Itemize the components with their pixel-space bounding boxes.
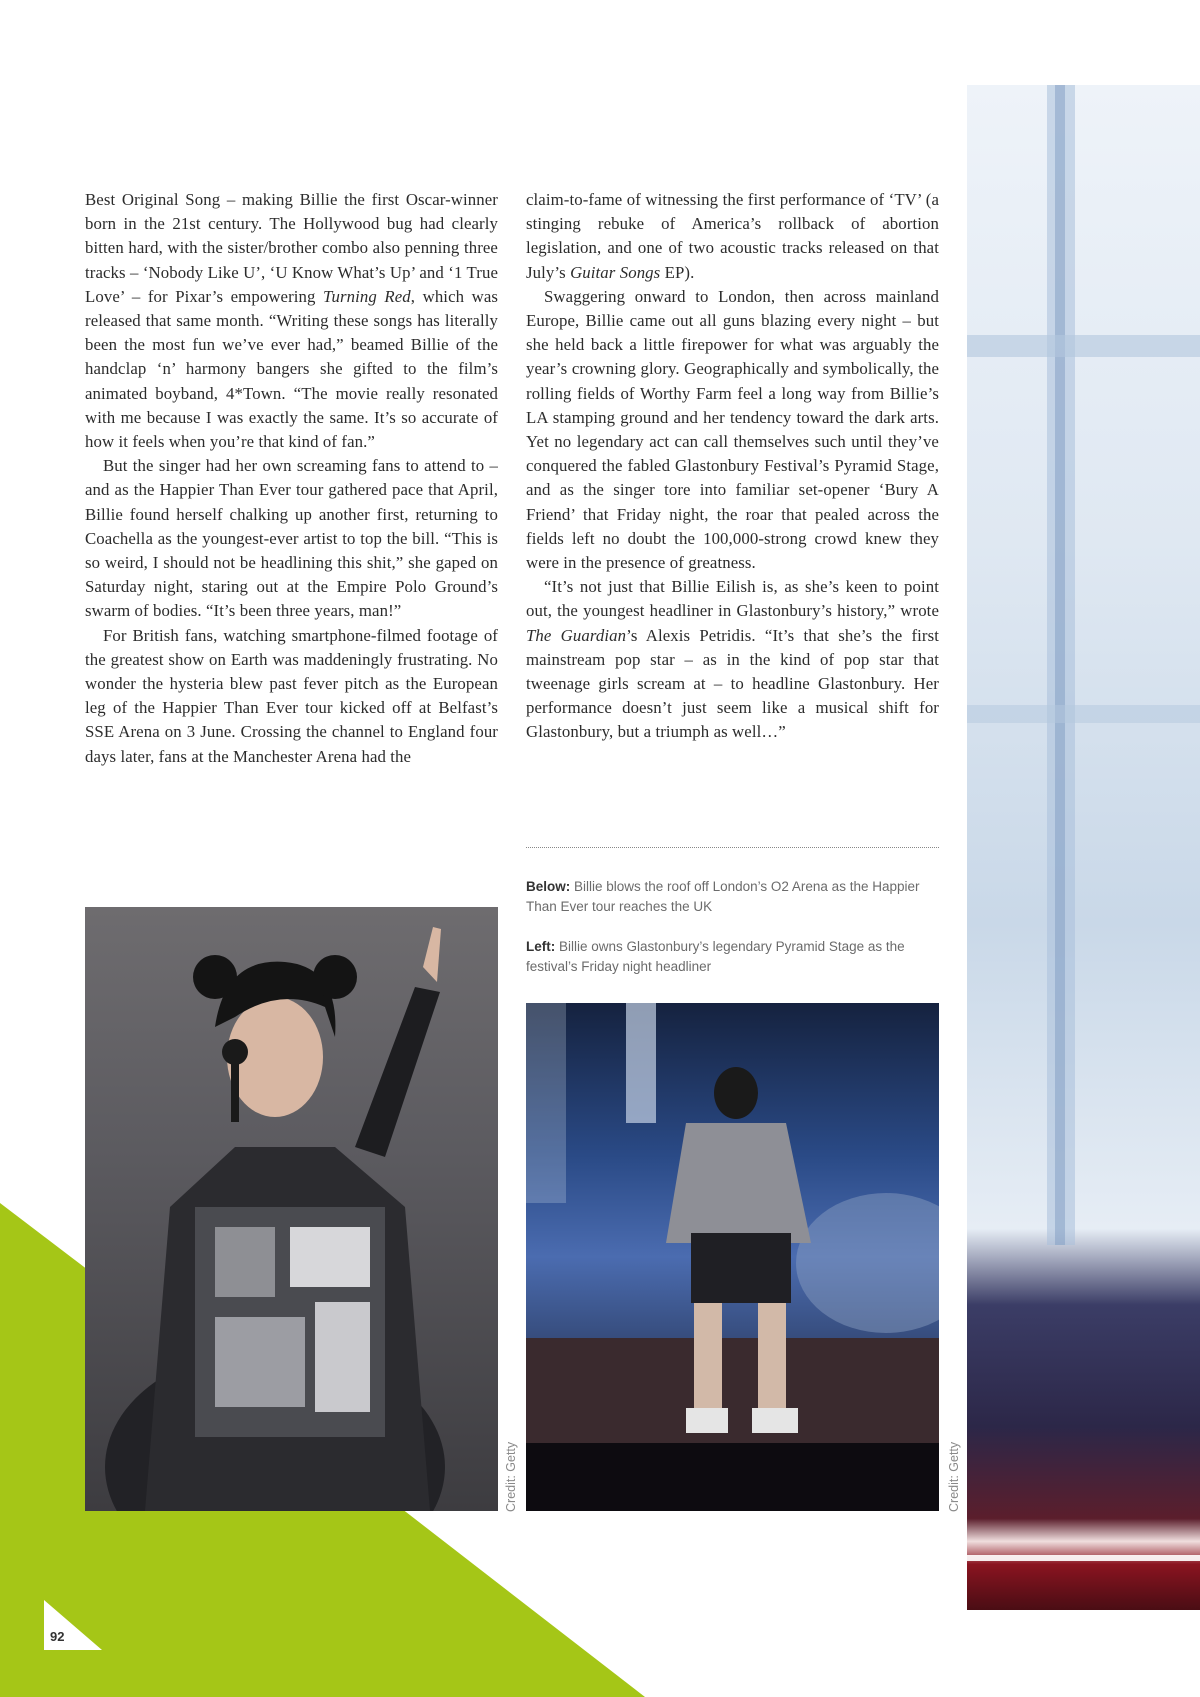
caption-below-text: Billie blows the roof off London’s O2 Arena as the Happier Than Ever tour reaches the UK (526, 879, 920, 914)
caption-left (526, 937, 939, 977)
caption-left-text: Billie owns Glastonbury’s legendary Pyramid Stage as the festival’s Friday night headliner (526, 939, 905, 974)
caption-left-label: Left: (526, 939, 556, 954)
article-paragraph (85, 454, 498, 623)
paragraph-text: For British fans, watching smartphone-filmed footage of the greatest show on Earth was maddeningly frustrating. No wonder the hysteria blew past fever pitch as the European leg of the Happier Than Ever tour kicked off at Belfast’s SSE Arena on 3 June. Crossing the channel to England four days later, fans at the Manchester Arena had the (85, 625, 498, 766)
article-paragraph (526, 188, 939, 285)
o2-arena-photo (526, 1003, 939, 1511)
article-paragraph (85, 624, 498, 769)
article-column-right (526, 188, 939, 745)
paragraph-text: ’s Alexis Petridis. “It’s that she’s the first mainstream pop star – as in the kind of pop star that tweenage girls scream at – to headline Glastonbury. Her performance doesn’t just seem like a musical shift for Glastonbury, but a triumph as well…” (526, 625, 939, 742)
photo-credit-left: Credit: Getty (504, 1441, 518, 1512)
italic-title: Guitar Songs (570, 262, 661, 282)
paragraph-text: Swaggering onward to London, then across mainland Europe, Billie came out all guns blazing every night – but she held back a little firepower for what was arguably the year’s crowning glory. Geographically and symbolically, the rolling fields of Worthy Farm feel a long way from Billie’s LA stamping ground and her tendency toward the dark arts. Yet no legendary act can call themselves such until they’ve conquered the fabled Glastonbury Festival’s Pyramid Stage, and as the singer tore into familiar set-opener ‘Bury A Friend’ that Friday night, the roar that pealed across the fields left no doubt the 100,000-strong crowd knew they were in the presence of greatness. (526, 286, 939, 573)
paragraph-text: “It’s not just that Billie Eilish is, as she’s keen to point out, the youngest headliner in Glastonbury’s history,” wrote (526, 577, 939, 621)
italic-title: Turning Red (323, 286, 411, 306)
paragraph-text: EP). (660, 262, 695, 282)
glastonbury-photo (85, 907, 498, 1511)
article-paragraph (526, 285, 939, 575)
caption-below-label: Below: (526, 879, 571, 894)
photo-credit-right: Credit: Getty (947, 1441, 961, 1512)
paragraph-text: claim-to-fame of witnessing the first performance of ‘TV’ (a stinging rebuke of America’s rollback of abortion legislation, and one of two acoustic tracks released on that July’s (526, 190, 939, 282)
paragraph-text: , which was released that same month. “Writing these songs has literally been the most fun we’ve ever had,” beamed Billie of the handclap ‘n’ harmony bangers she gifted to the film’s animated boyband, 4*Town. “The movie really resonated with me because I was exactly the same. It’s so accurate of how it feels when you’re that kind of fan.” (85, 286, 499, 452)
caption-divider (526, 847, 939, 848)
caption-below (526, 877, 939, 917)
article-column-left (85, 188, 498, 769)
stage-lights-photo (967, 85, 1200, 1610)
italic-title: The Guardian (526, 625, 627, 645)
paragraph-text: Best Original Song – making Billie the first Oscar-winner born in the 21st century. The Hollywood bug had clearly bitten hard, with the sister/brother combo also penning three tracks – ‘Nobody Like U’, ‘U Know What’s Up’ and ‘1 True Love’ – for Pixar’s empowering (85, 190, 498, 306)
paragraph-text: But the singer had her own screaming fans to attend to – and as the Happier Than Ever tour gathered pace that April, Billie found herself chalking up another first, returning to Coachella as the youngest-ever artist to top the bill. “This is so weird, I should not be headlining this shit,” she gaped on Saturday night, staring out at the Empire Polo Ground’s swarm of bodies. “It’s been three years, man!” (85, 456, 498, 621)
article-paragraph (85, 188, 498, 454)
page-number: 92 (50, 1629, 65, 1644)
article-paragraph (526, 575, 939, 744)
